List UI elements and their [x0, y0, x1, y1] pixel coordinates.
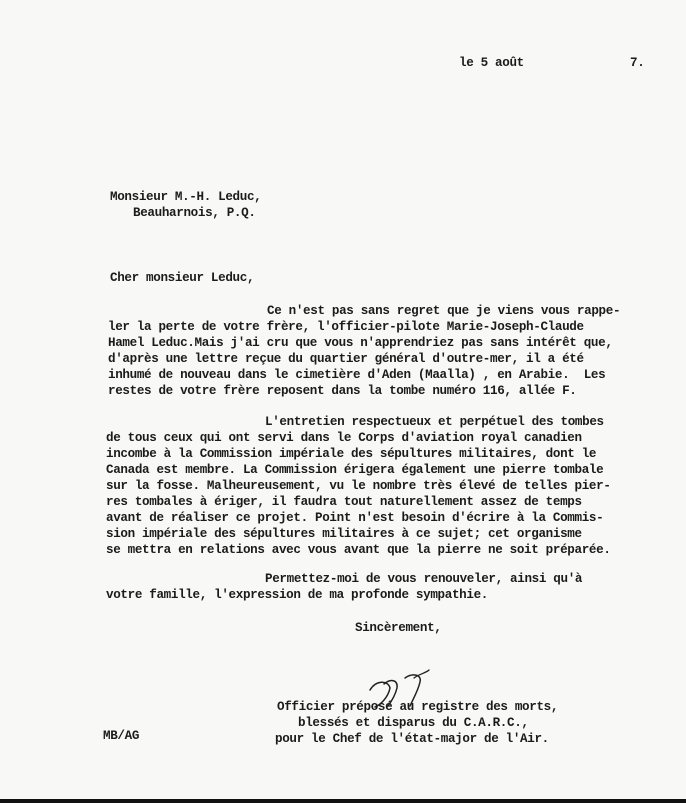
closing: Sincèrement, — [355, 621, 442, 635]
paragraph2-line1: L'entretien respectueux et perpétuel des tombes — [265, 415, 604, 429]
paragraph2-line7: avant de réaliser ce projet. Point n'est besoin d'écrire à la Commis- — [106, 511, 604, 525]
paragraph1-line5: inhumé de nouveau dans le cimetière d'Aden (Maalla) , en Arabie. Les — [108, 368, 606, 382]
page-number: 7. — [630, 56, 645, 70]
paragraph1-line2: ler la perte de votre frère, l'officier-pilote Marie-Joseph-Claude — [108, 320, 584, 334]
paragraph2-line9: se mettra en relations avec vous avant que la pierre ne soit préparée. — [106, 543, 611, 557]
signature-line1: Officier préposé au registre des morts, — [277, 700, 559, 714]
paragraph2-line2: de tous ceux qui ont servi dans le Corps d'aviation royal canadien — [106, 431, 582, 445]
reference-initials: MB/AG — [103, 729, 140, 743]
paragraph2-line4: Canada est membre. La Commission érigera également une pierre tombale — [106, 463, 604, 477]
salutation: Cher monsieur Leduc, — [110, 271, 255, 285]
recipient-name: Monsieur M.-H. Leduc, — [110, 190, 262, 204]
recipient-location: Beauharnois, P.Q. — [133, 206, 256, 220]
paragraph1-line3: Hamel Leduc.Mais j'ai cru que vous n'apprendriez pas sans intérêt que, — [108, 336, 613, 350]
paragraph2-line8: sion impériale des sépultures militaires à ce sujet; cet organisme — [106, 527, 582, 541]
letter-date: le 5 août — [459, 56, 524, 70]
paragraph2-line6: res tombales à ériger, il faudra tout naturellement assez de temps — [106, 495, 582, 509]
paragraph1-line6: restes de votre frère reposent dans la tombe numéro 116, allée F. — [108, 384, 577, 398]
paragraph2-line5: sur la fosse. Malheureusement, vu le nombre très élevé de telles pier- — [106, 479, 611, 493]
signature-line2: blessés et disparus du C.A.R.C., — [298, 716, 529, 730]
paragraph1-line1: Ce n'est pas sans regret que je viens vous rappe- — [267, 304, 621, 318]
paragraph3-line2: votre famille, l'expression de ma profonde sympathie. — [106, 588, 488, 602]
signature-line3: pour le Chef de l'état-major de l'Air. — [275, 732, 549, 746]
paragraph1-line4: d'après une lettre reçue du quartier général d'outre-mer, il a été — [108, 352, 584, 366]
paragraph3-line1: Permettez-moi de vous renouveler, ainsi qu'à — [265, 572, 583, 586]
paragraph2-line3: incombe à la Commission impériale des sépultures militaires, dont le — [106, 447, 597, 461]
